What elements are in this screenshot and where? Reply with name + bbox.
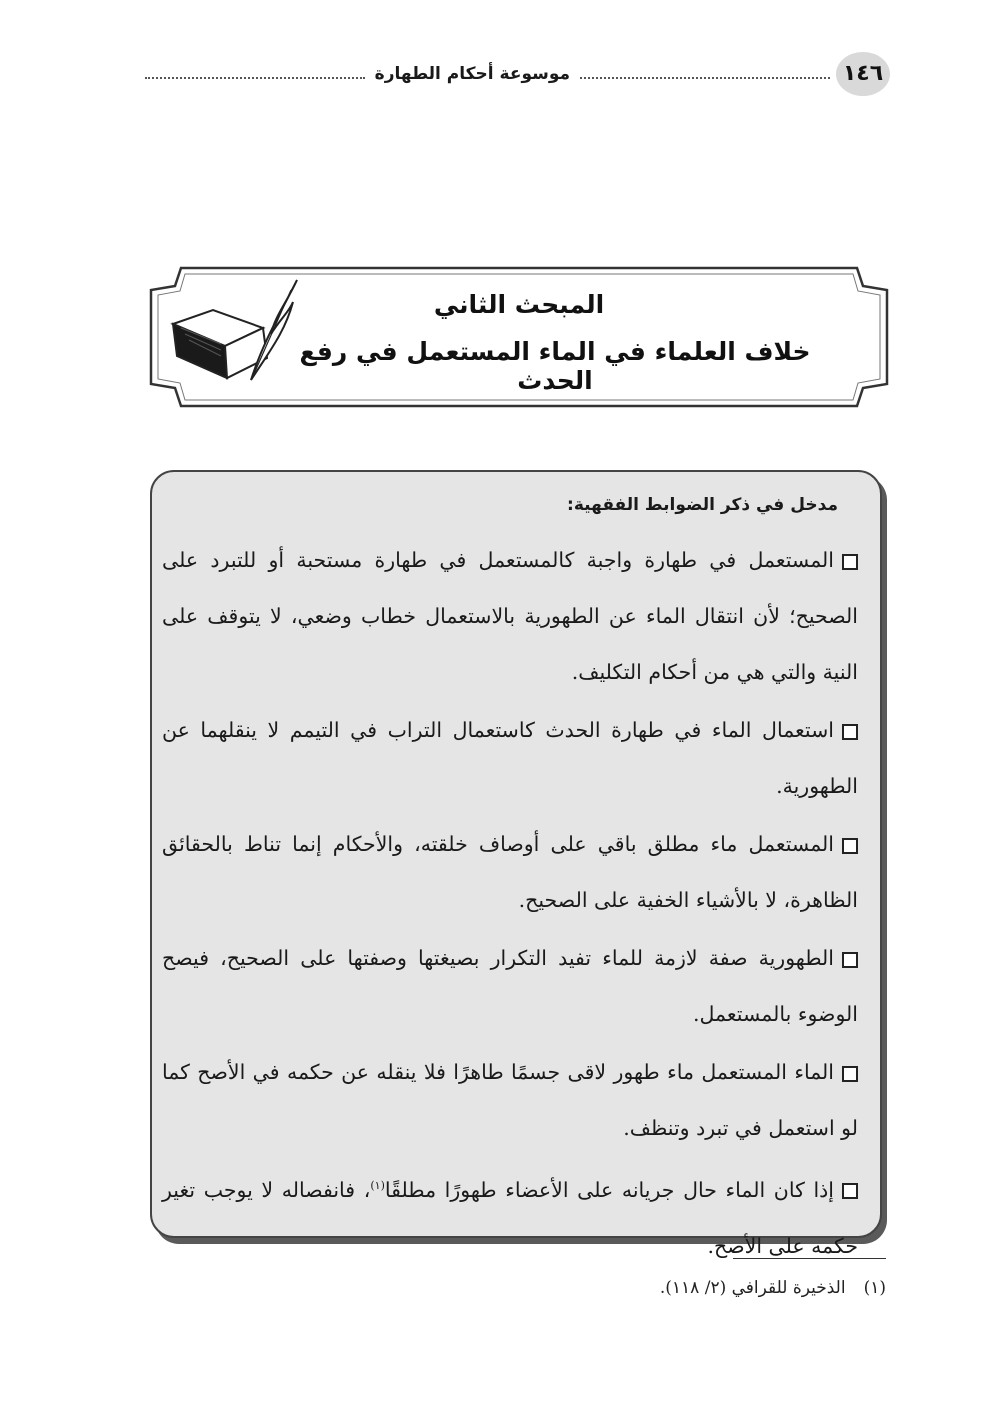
- rule-item: الماء المستعمل ماء طهور لاقى جسمًا طاهرًا فلا ينقله عن حكمه في الأصح كما لو استعمل في تبرد وتنظف.: [162, 1060, 858, 1140]
- checkbox-bullet-icon: [842, 1066, 858, 1082]
- checkbox-bullet-icon: [842, 724, 858, 740]
- header-dots-right: [580, 77, 830, 79]
- page-number: ١٤٦: [836, 52, 890, 96]
- running-header: [145, 52, 890, 98]
- running-title-row: [145, 56, 830, 92]
- footnote-ref[interactable]: (١): [370, 1179, 385, 1192]
- checkbox-bullet-icon: [842, 554, 858, 570]
- footnote-text: الذخيرة للقرافي (٢/ ١١٨).: [659, 1278, 846, 1298]
- footnote-separator: [733, 1258, 886, 1259]
- footnote-number: (١): [863, 1278, 886, 1298]
- rule-item: الطهورية صفة لازمة للماء تفيد التكرار بصيغتها وصفتها على الصحيح، فيصح الوضوء بالمستعمل.: [162, 946, 858, 1026]
- rules-intro: مدخل في ذكر الضوابط الفقهية:: [567, 495, 838, 515]
- header-dots-left: [145, 77, 365, 79]
- section-heading: المبحث الثاني: [433, 290, 605, 319]
- checkbox-bullet-icon: [842, 838, 858, 854]
- rule-item: المستعمل ماء مطلق باقي على أوصاف خلقته، والأحكام إنما تناط بالحقائق الظاهرة، لا بالأشياء الخفية على الصحيح.: [162, 832, 858, 912]
- section-title: خلاف العلماء في الماء المستعمل في رفع الحدث: [299, 337, 811, 395]
- running-title: موسوعة أحكام الطهارة: [374, 64, 570, 84]
- footnote: [660, 1278, 886, 1298]
- chapter-banner: [145, 262, 893, 412]
- rule-item: استعمال الماء في طهارة الحدث كاستعمال التراب في التيمم لا ينقلهما عن الطهورية.: [162, 718, 858, 798]
- rule-item: إذا كان الماء حال جريانه على الأعضاء طهورًا مطلقًا$^{(١)}$، فانفصاله لا يوجب تغير حكمه على الأصح.: [162, 1177, 858, 1258]
- checkbox-bullet-icon: [842, 952, 858, 968]
- jurisprudence-rules-box: [150, 470, 882, 1258]
- checkbox-bullet-icon: [842, 1183, 858, 1199]
- rule-item: المستعمل في طهارة واجبة كالمستعمل في طهارة مستحبة أو للتبرد على الصحيح؛ لأن انتقال الماء عن الطهورية بالاستعمال خطاب وضعي، لا يتوقف على النية والتي هي من أحكام التكليف.: [162, 548, 858, 684]
